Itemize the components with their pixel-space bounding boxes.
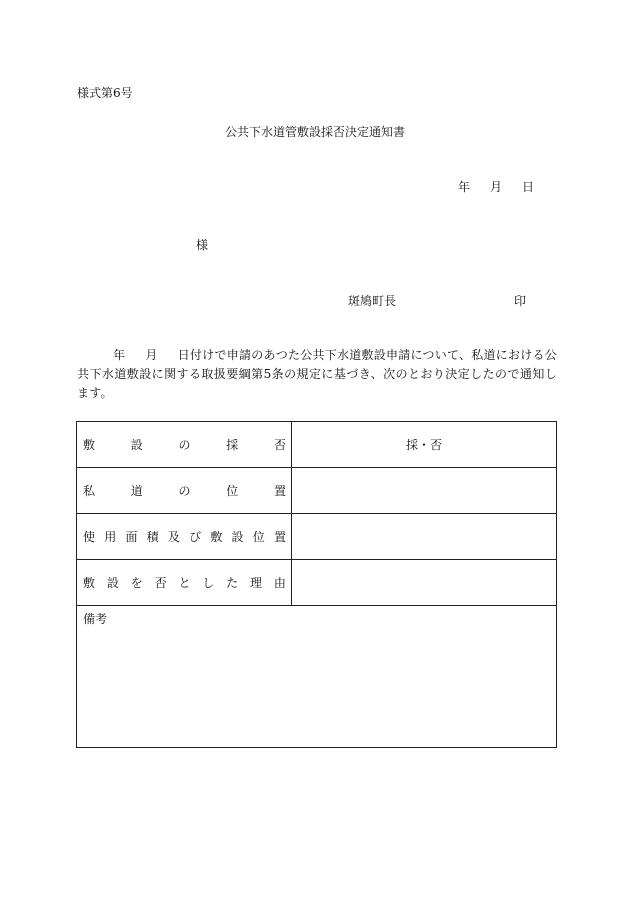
body-year-label: 年 bbox=[113, 348, 126, 362]
row-label-char: 使 bbox=[83, 530, 96, 544]
row-label-char: の bbox=[178, 438, 191, 452]
row-label-char: 敷 bbox=[83, 576, 96, 590]
date-month-label: 月 bbox=[490, 180, 503, 194]
row-label-char: 採 bbox=[226, 438, 239, 452]
row-label-area-and-position bbox=[77, 514, 292, 560]
row-label-char: 私 bbox=[83, 484, 96, 498]
date-year-label: 年 bbox=[458, 180, 471, 194]
row-label-char: 置 bbox=[273, 530, 286, 544]
form-number: 様式第6号 bbox=[77, 86, 133, 100]
row-label-adoption bbox=[77, 422, 292, 468]
row-label-char: 理 bbox=[250, 576, 263, 590]
row-label-char: 置 bbox=[273, 484, 286, 498]
row-label-char: 面 bbox=[125, 530, 138, 544]
row-label-char: 設 bbox=[130, 438, 143, 452]
row-label-char: 用 bbox=[104, 530, 117, 544]
date-line bbox=[438, 178, 534, 195]
adoption-value: 採・否 bbox=[292, 422, 557, 468]
row-label-char: 敷 bbox=[210, 530, 223, 544]
row-label-char: 道 bbox=[130, 484, 143, 498]
row-label-char: び bbox=[189, 530, 202, 544]
row-label-char: の bbox=[178, 484, 191, 498]
row-label-rejection-reason bbox=[77, 560, 292, 606]
addressee-suffix: 様 bbox=[196, 238, 209, 252]
notice-body bbox=[77, 346, 557, 403]
decision-table bbox=[76, 421, 557, 748]
seal-mark: 印 bbox=[514, 294, 527, 308]
row-label-char: 由 bbox=[273, 576, 286, 590]
table-row bbox=[77, 468, 557, 514]
row-label-char: 敷 bbox=[83, 438, 96, 452]
table-row bbox=[77, 514, 557, 560]
rejection-reason-value bbox=[292, 560, 557, 606]
row-label-char: 及 bbox=[167, 530, 180, 544]
issuer-name: 斑鳩町長 bbox=[348, 294, 397, 308]
row-label-char: 積 bbox=[146, 530, 159, 544]
private-road-location-value bbox=[292, 468, 557, 514]
row-label-char: し bbox=[202, 576, 215, 590]
table-row bbox=[77, 560, 557, 606]
row-label-char: を bbox=[130, 576, 143, 590]
row-label-char: 否 bbox=[273, 438, 286, 452]
remarks-cell bbox=[77, 606, 557, 748]
row-label-char: 位 bbox=[252, 530, 265, 544]
area-and-position-value bbox=[292, 514, 557, 560]
remarks-label: 備考 bbox=[83, 612, 108, 626]
table-row bbox=[77, 422, 557, 468]
row-label-char: 設 bbox=[231, 530, 244, 544]
row-label-private-road-location bbox=[77, 468, 292, 514]
row-label-char: と bbox=[178, 576, 191, 590]
date-day-label: 日 bbox=[522, 180, 535, 194]
body-month-label: 月 bbox=[145, 348, 158, 362]
document-title: 公共下水道管敷設採否決定通知書 bbox=[224, 125, 405, 139]
row-label-char: 設 bbox=[106, 576, 119, 590]
row-label-char: た bbox=[226, 576, 239, 590]
body-text: 日付けで申請のあつた公共下水道敷設申請について、私道における公共下水道敷設に関する取扱要綱第5条の規定に基づき、次のとおり決定したので通知します。 bbox=[77, 348, 557, 400]
row-label-char: 位 bbox=[226, 484, 239, 498]
table-row bbox=[77, 606, 557, 748]
row-label-char: 否 bbox=[154, 576, 167, 590]
